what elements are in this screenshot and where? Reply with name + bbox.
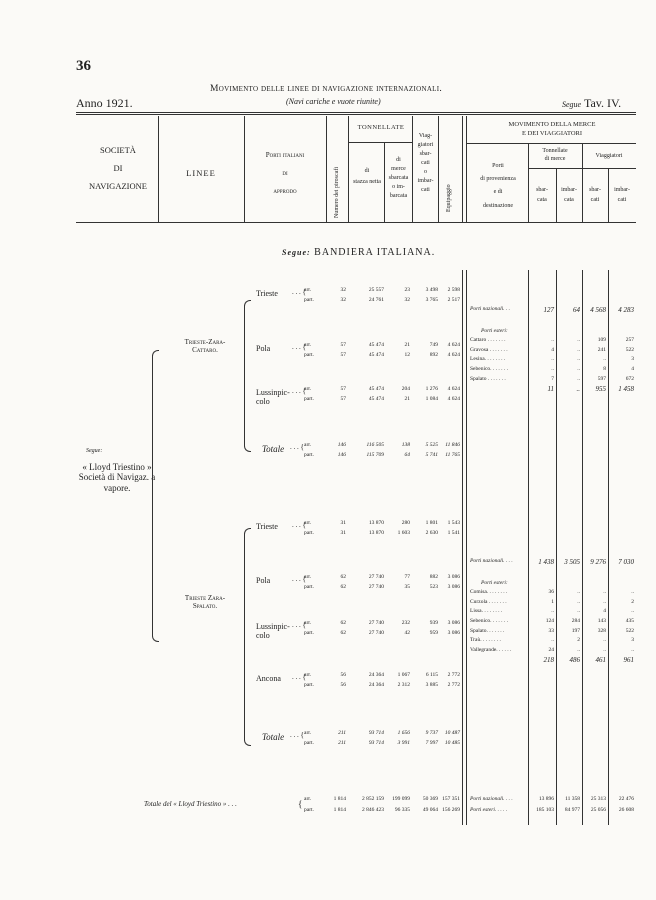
grand-total-cell: 157 351 bbox=[442, 796, 460, 802]
line2-mov-val: 435 bbox=[625, 618, 634, 624]
top-rule bbox=[76, 112, 636, 113]
line1-mov-val: 8 bbox=[603, 366, 606, 372]
line2-cell: 2 630 bbox=[425, 530, 438, 536]
body-rule bbox=[462, 270, 463, 825]
line1-mov-val: .. bbox=[577, 346, 580, 353]
line2-mov-val: .. bbox=[631, 608, 634, 615]
line2-cell: 56 bbox=[340, 672, 346, 678]
grand-total-mov-port: Porti esteri. . . . . bbox=[470, 807, 508, 813]
line2-cell: 93 714 bbox=[368, 740, 384, 746]
line1-cell: 4 624 bbox=[447, 342, 460, 348]
line2-cell: 939 bbox=[429, 620, 438, 626]
line2-mov-port: Vallegrande. . . . . . bbox=[470, 646, 512, 653]
line2-mov-val: .. bbox=[631, 589, 634, 596]
line2-mov-port: Sebenico. . . . . . . bbox=[470, 618, 509, 624]
line1-cell: 3 498 bbox=[425, 287, 438, 293]
line1-mov-port: Sebenico. . . . . . . bbox=[470, 366, 509, 372]
line2-cell: part. bbox=[304, 630, 314, 636]
line2-cell: 2 312 bbox=[397, 682, 410, 688]
page-subtitle: (Navi cariche e vuote riunite) bbox=[286, 97, 381, 106]
line2-mov-port: Comisa. . . . . . . . bbox=[470, 589, 508, 596]
line1-mov-val: 241 bbox=[597, 346, 606, 353]
line2-mov-val: 124 bbox=[545, 618, 554, 624]
line2-mov-val: 3 505 bbox=[564, 558, 580, 566]
line1-port-name: Lussinpic- colo bbox=[256, 388, 290, 406]
col-imbarcata: imbar- cata bbox=[561, 187, 577, 203]
line2-cell: 1 801 bbox=[425, 520, 438, 526]
grand-total-cell: 49 064 bbox=[422, 807, 438, 813]
body-rule bbox=[528, 270, 529, 825]
line2-mov-val: .. bbox=[551, 608, 554, 615]
line2-port-dots: . . . { bbox=[292, 621, 306, 629]
line2-cell: 882 bbox=[429, 574, 438, 580]
line2-cell: 2 772 bbox=[447, 682, 460, 688]
line2-cell: 62 bbox=[340, 630, 346, 636]
line2-port-name: Trieste bbox=[256, 522, 278, 531]
line1-mov-val: 3 bbox=[631, 356, 634, 363]
line1-cell: part. bbox=[304, 352, 314, 358]
line2-port-dots: . . . { bbox=[290, 731, 304, 739]
line1-mov-val: .. bbox=[577, 366, 580, 372]
line1-cell: 57 bbox=[340, 396, 346, 402]
grand-total-cell: 1 814 bbox=[333, 807, 346, 813]
line1-cell: 1 084 bbox=[425, 396, 438, 402]
line1-cell: part. bbox=[304, 396, 314, 402]
line1-port-dots: . . . { bbox=[292, 387, 306, 395]
line2-mov-val: 36 bbox=[548, 589, 554, 596]
col-sbarcati: sbar- cati bbox=[589, 187, 601, 203]
line1-cell: 32 bbox=[340, 287, 346, 293]
col-sep bbox=[348, 116, 349, 222]
grand-total-cell: 2 852 159 bbox=[362, 796, 384, 802]
col-sep bbox=[438, 116, 439, 222]
top-rule-2 bbox=[76, 114, 636, 115]
line2-mov-val: .. bbox=[603, 646, 606, 653]
grand-total-label: Totale del « Lloyd Triestino » . . . bbox=[144, 800, 237, 808]
line1-port-dots: . . . { bbox=[292, 343, 306, 351]
line1-mov-val: .. bbox=[576, 385, 580, 394]
line2-mov-val: 24 bbox=[548, 646, 554, 653]
section-name: BANDIERA ITALIANA. bbox=[314, 247, 436, 258]
line1-cell: part. bbox=[304, 297, 314, 303]
table-reference: Segue Tav. IV. bbox=[562, 96, 622, 110]
line2-mov-val: 7 030 bbox=[618, 558, 634, 566]
line2-cell: 211 bbox=[338, 730, 346, 736]
line2-mov-val: .. bbox=[577, 608, 580, 615]
line2-mov-val: 218 bbox=[543, 656, 554, 665]
col-porti: Porti italiani di approdo bbox=[265, 151, 305, 196]
line1-mov-val: .. bbox=[603, 356, 606, 363]
line2-cell: 3 086 bbox=[447, 584, 460, 590]
line2-cell: 211 bbox=[338, 740, 346, 746]
line1-cell: 4 624 bbox=[447, 386, 460, 392]
line1-mov-val: 4 283 bbox=[618, 306, 634, 314]
line1-cell: 32 bbox=[404, 297, 410, 303]
line1-mov-val: .. bbox=[577, 337, 580, 344]
line2-cell: 9 737 bbox=[425, 730, 438, 736]
line1-mov-port: Lesina. . . . . . . . bbox=[470, 356, 506, 363]
line2-cell: 62 bbox=[340, 574, 346, 580]
line2-cell: 93 714 bbox=[368, 730, 384, 736]
line1-cell: 3 765 bbox=[425, 297, 438, 303]
line2-mov-val: 33 bbox=[548, 627, 554, 634]
col-stazza: di stazza netta bbox=[353, 168, 381, 185]
line1-port-name: Trieste bbox=[256, 289, 278, 298]
body-rule bbox=[466, 270, 467, 825]
line1-cell: 146 bbox=[337, 442, 346, 448]
line2-port-name: Pola bbox=[256, 576, 271, 585]
line2-cell: 42 bbox=[404, 630, 410, 636]
line2-mov-val: 2 bbox=[577, 637, 580, 644]
col-equipaggio: Equipaggio bbox=[446, 184, 452, 212]
line2-cell: 1 541 bbox=[447, 530, 460, 536]
line2-cell: arr. bbox=[304, 730, 312, 736]
line1-mov-val: .. bbox=[577, 356, 580, 363]
line1-cell: 5 525 bbox=[425, 442, 438, 448]
line2-cell: 7 997 bbox=[425, 740, 438, 746]
line2-cell: arr. bbox=[304, 620, 312, 626]
col-tonnellate: TONNELLATE bbox=[357, 124, 405, 131]
col-merce: di merce sbarcata o im- barcata bbox=[388, 157, 409, 199]
line2-cell: 24 364 bbox=[368, 672, 384, 678]
col-tonnellate-merce: Tonnellate di merce bbox=[542, 148, 568, 162]
grand-total-mov-val: 185 103 bbox=[536, 807, 554, 813]
line1-cell: 116 505 bbox=[366, 442, 384, 448]
line2-mov-val: 2 bbox=[631, 598, 634, 605]
body-rule bbox=[556, 270, 557, 825]
line1-mov-val: 672 bbox=[625, 375, 634, 382]
grand-total-cell: part. bbox=[304, 807, 314, 813]
line1-mov-val: 4 bbox=[631, 366, 634, 372]
line1-mov-val: .. bbox=[551, 366, 554, 372]
grand-total-mov-port: Porti nazionali. . . . bbox=[470, 796, 513, 802]
grand-total-mov-val: 25 056 bbox=[590, 807, 606, 813]
col-viaggiatori-mov: Viaggiatori bbox=[595, 153, 623, 159]
line2-mov-val: .. bbox=[603, 637, 606, 644]
line1-mov-val: 127 bbox=[543, 306, 554, 314]
line2-mov-val: 961 bbox=[623, 656, 634, 665]
line1-cell: part. bbox=[304, 452, 314, 458]
line1-cell: arr. bbox=[304, 287, 312, 293]
line2-cell: part. bbox=[304, 530, 314, 536]
grand-total-mov-val: 13 896 bbox=[538, 796, 554, 802]
line2-mov-port: Spalato. . . . . . . bbox=[470, 627, 505, 634]
line2-cell: 62 bbox=[340, 584, 346, 590]
line2-cell: part. bbox=[304, 584, 314, 590]
grand-total-cell: 2 846 423 bbox=[362, 807, 384, 813]
line2-cell: 232 bbox=[401, 620, 410, 626]
line1-cell: 45 474 bbox=[368, 352, 384, 358]
grand-total-mov-val: 22 476 bbox=[618, 796, 634, 802]
line2-cell: 62 bbox=[340, 620, 346, 626]
line1-cell: 138 bbox=[401, 442, 410, 448]
line2-cell: 13 870 bbox=[368, 520, 384, 526]
line1-mov-val: 955 bbox=[595, 385, 606, 394]
grand-total-cell: 96 335 bbox=[394, 807, 410, 813]
line2-cell: 31 bbox=[340, 530, 346, 536]
line1-cell: 204 bbox=[401, 386, 410, 392]
line2-mov-val: 197 bbox=[571, 627, 580, 634]
line1-cell: 1 276 bbox=[425, 386, 438, 392]
line2-cell: 24 364 bbox=[368, 682, 384, 688]
line1-mov-val: 4 568 bbox=[590, 306, 606, 314]
line1-mov-val: 109 bbox=[597, 337, 606, 344]
line2-port-dots: . . . { bbox=[292, 521, 306, 529]
line2-mov-port: Porti nazionali. . . . bbox=[470, 558, 513, 564]
line2-brace bbox=[244, 528, 251, 746]
page-title: Movimento delle linee di navigazione internazionali. bbox=[210, 84, 443, 94]
col-sep bbox=[158, 116, 159, 222]
line2-cell: 13 870 bbox=[368, 530, 384, 536]
line1-mov-val: 7 bbox=[551, 375, 554, 382]
line2-cell: 35 bbox=[404, 584, 410, 590]
line2-cell: part. bbox=[304, 682, 314, 688]
line2-cell: 959 bbox=[429, 630, 438, 636]
line1-mov-val: .. bbox=[551, 337, 554, 344]
line2-cell: 1 067 bbox=[397, 672, 410, 678]
line2-mov-val: .. bbox=[603, 598, 606, 605]
line1-mov-port: Gravosa . . . . . . . bbox=[470, 346, 508, 353]
line1-cell: arr. bbox=[304, 342, 312, 348]
line1-cell: 2 517 bbox=[447, 297, 460, 303]
company-brace bbox=[152, 350, 159, 642]
line2-cell: 3 086 bbox=[447, 630, 460, 636]
line2-mov-port: Traù. . . . . . . . bbox=[470, 637, 501, 644]
grand-total-mov-val: 25 313 bbox=[590, 796, 606, 802]
line2-mov-val: .. bbox=[551, 637, 554, 644]
line1-cell: 11 765 bbox=[445, 452, 460, 458]
line1-mov-port: Cattaro . . . . . . . bbox=[470, 337, 506, 344]
line2-cell: 10 487 bbox=[444, 730, 460, 736]
line1-cell: 4 624 bbox=[447, 396, 460, 402]
body-rule bbox=[582, 270, 583, 825]
line1-cell: arr. bbox=[304, 386, 312, 392]
grand-total-cell: arr. bbox=[304, 796, 312, 802]
line2-cell: arr. bbox=[304, 520, 312, 526]
col-societa: SOCIETÀ DI NAVIGAZIONE bbox=[89, 145, 147, 191]
line2-cell: 523 bbox=[429, 584, 438, 590]
line2-mov-port: Curzola . . . . . . . bbox=[470, 598, 507, 605]
company-name: « Lloyd Triestino » Società di Navigaz. a vapore. bbox=[78, 462, 156, 493]
col-sep bbox=[466, 116, 467, 222]
line2-cell: 6 115 bbox=[425, 672, 438, 678]
col-porti-provenienza: Porti di provenienza e di destinazione bbox=[480, 163, 516, 209]
line2-cell: arr. bbox=[304, 574, 312, 580]
line2-cell: 27 740 bbox=[368, 630, 384, 636]
line1-cell: 892 bbox=[429, 352, 438, 358]
col-linee: LINEE bbox=[186, 168, 216, 178]
body-rule bbox=[608, 270, 609, 825]
page-number: 36 bbox=[76, 58, 91, 74]
line1-mov-val: 257 bbox=[625, 337, 634, 344]
line1-cell: 24 761 bbox=[368, 297, 384, 303]
line2-mov-port: Porti esteri: bbox=[481, 579, 508, 586]
line2-mov-val: .. bbox=[577, 598, 580, 605]
line2-mov-port: Lissa. . . . . . . . bbox=[470, 608, 503, 615]
line1-port-dots: . . . { bbox=[292, 288, 306, 296]
line2-cell: 1 543 bbox=[447, 520, 460, 526]
subheader-rule bbox=[466, 143, 636, 144]
line2-mov-val: .. bbox=[603, 589, 606, 596]
line1-cell: 5 741 bbox=[425, 452, 438, 458]
line1-cell: 23 bbox=[404, 287, 410, 293]
line2-cell: 1 603 bbox=[397, 530, 410, 536]
line2-mov-val: .. bbox=[577, 646, 580, 653]
line1-port-name: Totale bbox=[262, 444, 285, 454]
subheader-rule bbox=[528, 168, 636, 169]
col-numero: Numero dei piroscafi bbox=[334, 167, 340, 218]
line1-cell: 2 598 bbox=[447, 287, 460, 293]
line2-mov-val: 143 bbox=[597, 618, 606, 624]
line2-cell: 77 bbox=[404, 574, 410, 580]
col-movimento: MOVIMENTO DELLA MERCE E DEI VIAGGIATORI bbox=[508, 121, 596, 138]
line2-cell: part. bbox=[304, 740, 314, 746]
line2-mov-val: 486 bbox=[569, 656, 580, 665]
line2-port-dots: . . . { bbox=[292, 673, 306, 681]
line1-mov-port: Porti nazionali. . . bbox=[470, 306, 511, 312]
col-sep bbox=[462, 116, 463, 222]
line2-cell: 2 772 bbox=[447, 672, 460, 678]
line1-cell: arr. bbox=[304, 442, 312, 448]
grand-total-mov-val: 26 608 bbox=[618, 807, 634, 813]
line1-brace bbox=[244, 300, 251, 452]
col-sep bbox=[326, 116, 327, 222]
grand-total-cell: 199 099 bbox=[392, 796, 410, 802]
line1-name: Trieste-Zara- Cattaro. bbox=[184, 338, 226, 354]
line1-mov-port: Spalato . . . . . . . bbox=[470, 375, 506, 382]
line2-cell: 10 485 bbox=[444, 740, 460, 746]
line1-cell: 32 bbox=[340, 297, 346, 303]
line2-cell: 280 bbox=[401, 520, 410, 526]
line2-cell: 27 740 bbox=[368, 584, 384, 590]
line1-mov-val: 4 bbox=[551, 346, 554, 353]
line1-cell: 12 bbox=[404, 352, 410, 358]
line1-cell: 11 846 bbox=[445, 442, 460, 448]
line1-mov-val: 1 458 bbox=[618, 385, 634, 394]
line2-cell: 3 086 bbox=[447, 620, 460, 626]
line1-cell: 146 bbox=[337, 452, 346, 458]
line2-cell: 3 086 bbox=[447, 574, 460, 580]
col-sep bbox=[244, 116, 245, 222]
line2-mov-val: 1 438 bbox=[538, 558, 554, 566]
grand-total-brace: { bbox=[298, 799, 303, 809]
line2-cell: 3 991 bbox=[397, 740, 410, 746]
line2-mov-val: 522 bbox=[625, 627, 634, 634]
col-viaggiatori: Viag- giatori sbar- cati o imbar- cati bbox=[417, 133, 434, 193]
line2-mov-val: .. bbox=[577, 589, 580, 596]
line1-mov-val: 64 bbox=[573, 306, 580, 314]
line1-cell: 749 bbox=[429, 342, 438, 348]
line1-cell: 25 557 bbox=[368, 287, 384, 293]
line2-mov-val: 461 bbox=[595, 656, 606, 665]
line2-mov-val: .. bbox=[631, 646, 634, 653]
line2-mov-val: 284 bbox=[571, 618, 580, 624]
line1-cell: 4 624 bbox=[447, 352, 460, 358]
line1-cell: 57 bbox=[340, 386, 346, 392]
line2-mov-val: 1 bbox=[551, 598, 554, 605]
line2-cell: 27 740 bbox=[368, 574, 384, 580]
line1-mov-val: 597 bbox=[597, 375, 606, 382]
line2-mov-val: 3 bbox=[631, 637, 634, 644]
line1-cell: 45 474 bbox=[368, 342, 384, 348]
line2-port-name: Totale bbox=[262, 732, 285, 742]
line2-mov-val: 4 bbox=[603, 608, 606, 615]
line1-mov-val: 11 bbox=[547, 385, 554, 394]
grand-total-cell: 1 814 bbox=[333, 796, 346, 802]
line2-port-name: Ancona bbox=[256, 674, 281, 683]
line1-mov-val: .. bbox=[577, 375, 580, 382]
line1-cell: 57 bbox=[340, 342, 346, 348]
grand-total-cell: 50 369 bbox=[422, 796, 438, 802]
company-segue: Segue: bbox=[86, 448, 103, 454]
line2-cell: 56 bbox=[340, 682, 346, 688]
col-sbarcata: sbar- cata bbox=[536, 187, 548, 203]
section-prefix: Segue: bbox=[282, 248, 311, 257]
line1-cell: 45 474 bbox=[368, 396, 384, 402]
year-label: Anno 1921. bbox=[76, 96, 133, 110]
line1-cell: 21 bbox=[404, 342, 410, 348]
line1-mov-val: 522 bbox=[625, 346, 634, 353]
grand-total-mov-val: 11 358 bbox=[565, 796, 580, 802]
col-imbarcati: imbar- cati bbox=[614, 187, 630, 203]
header-bottom-rule bbox=[76, 222, 636, 223]
line2-port-dots: . . . { bbox=[292, 575, 306, 583]
line1-cell: 45 474 bbox=[368, 386, 384, 392]
line2-port-name: Lussinpic- colo bbox=[256, 622, 290, 640]
line1-cell: 115 709 bbox=[366, 452, 384, 458]
line1-cell: 57 bbox=[340, 352, 346, 358]
line1-cell: 21 bbox=[404, 396, 410, 402]
subheader-rule bbox=[348, 142, 412, 143]
line2-cell: 3 885 bbox=[425, 682, 438, 688]
grand-total-cell: 156 269 bbox=[442, 807, 460, 813]
line2-cell: 27 740 bbox=[368, 620, 384, 626]
grand-total-mov-val: 84 977 bbox=[564, 807, 580, 813]
line1-mov-port: Porti esteri: bbox=[481, 327, 508, 334]
line1-mov-val: .. bbox=[551, 356, 554, 363]
line1-port-dots: . . . { bbox=[290, 443, 304, 451]
line2-cell: arr. bbox=[304, 672, 312, 678]
line2-name: Trieste Zara- Spalato. bbox=[184, 594, 226, 610]
line2-mov-val: 328 bbox=[597, 627, 606, 634]
section-title bbox=[282, 247, 435, 258]
line1-port-name: Pola bbox=[256, 344, 271, 353]
line2-cell: 1 656 bbox=[397, 730, 410, 736]
line1-cell: 64 bbox=[404, 452, 410, 458]
line2-mov-val: 9 276 bbox=[590, 558, 606, 566]
line2-cell: 31 bbox=[340, 520, 346, 526]
